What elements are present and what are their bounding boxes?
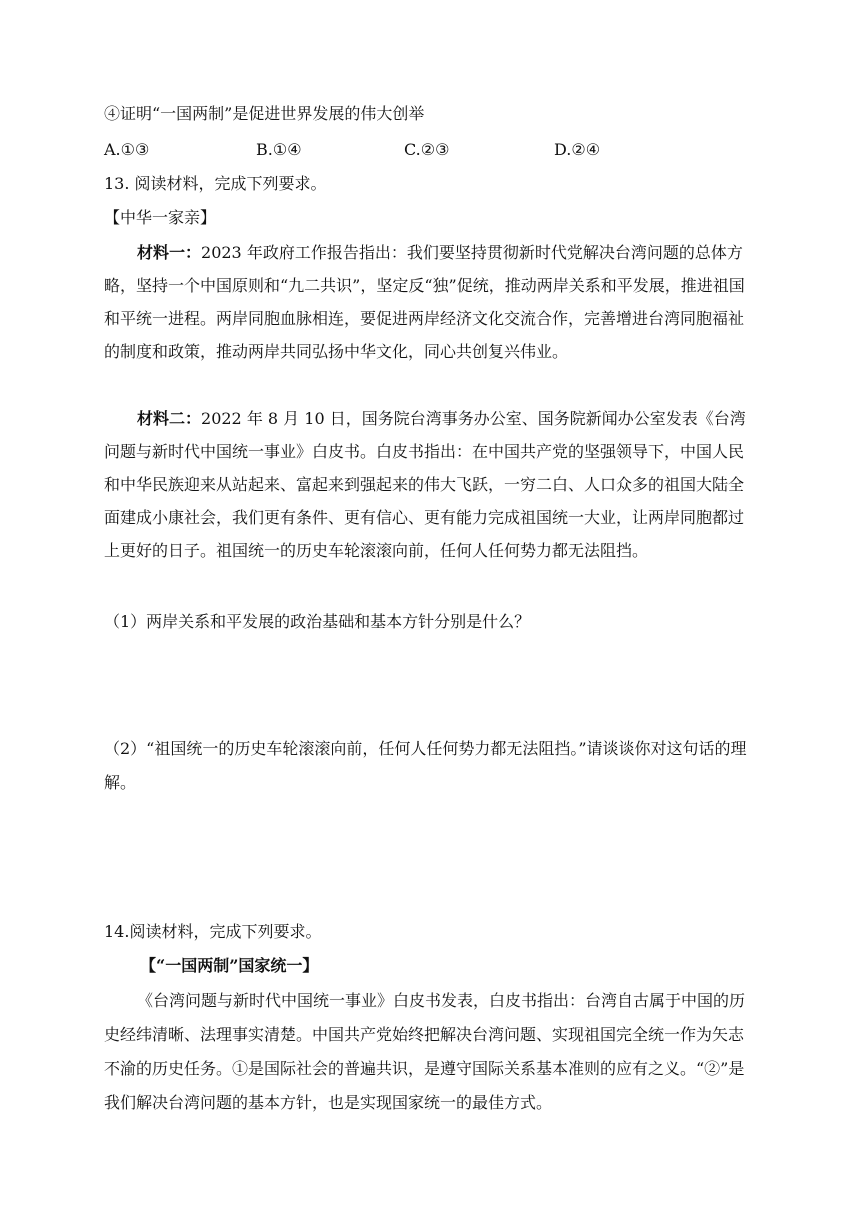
sub-question-1: （1）两岸关系和平发展的政治基础和基本方针分别是什么？ <box>104 612 531 631</box>
statement-4: ④证明“一国两制”是促进世界发展的伟大创举 <box>104 104 425 123</box>
material-one-label: 材料一： <box>137 243 202 262</box>
option-a[interactable]: A.①③ <box>104 140 150 159</box>
material-two-text: 2022 年 8 月 10 日，国务院台湾事务办公室、国务院新闻办公室发表《台湾问题与新时代中国统一事业》白皮书。白皮书指出：在中国共产党的坚强领导下，中国人民和中华民族迎来从站起来、富起来到强起来的伟大飞跃，一穷二白、人口众多的祖国大陆全面建成小康社会，我们更有条件、更有信心、更有能力完成祖国统一大业，让两岸同胞都过上更好的日子。祖国统一的历史车轮滚滚向前，任何人任何势力都无法阻挡。 <box>104 409 746 560</box>
question-13-title: 13. 阅读材料，完成下列要求。 <box>104 174 327 193</box>
section-heading-13: 【中华一家亲】 <box>104 208 217 227</box>
sub-question-2: （2）“祖国统一的历史车轮滚滚向前，任何人任何势力都无法阻挡。”请谈谈你对这句话的理解。 <box>104 739 747 792</box>
material-one-text: 2023 年政府工作报告指出：我们要坚持贯彻新时代党解决台湾问题的总体方略，坚持一个中国原则和“九二共识”，坚定反“独”促统，推动两岸关系和平发展，推进祖国和平统一进程。两岸同胞血脉相连，要促进两岸经济文化交流合作，完善增进台湾同胞福祉的制度和政策，推动两岸共同弘扬中华文化，同心共创复兴伟业。 <box>104 243 745 361</box>
material-two <box>104 402 750 567</box>
material-two-label: 材料二： <box>137 409 202 428</box>
option-d[interactable]: D.②④ <box>554 140 601 159</box>
option-c[interactable]: C.②③ <box>404 140 450 159</box>
option-b[interactable]: B.①④ <box>256 140 302 159</box>
question-14-title: 14.阅读材料，完成下列要求。 <box>104 922 322 941</box>
material-one <box>104 236 750 368</box>
material-14-text: 《台湾问题与新时代中国统一事业》白皮书发表，白皮书指出：台湾自古属于中国的历史经纬清晰、法理事实清楚。中国共产党始终把解决台湾问题、实现祖国完全统一作为矢志不渝的历史任务。①是国际社会的普遍共识，是遵守国际关系基本准则的应有之义。“②”是我们解决台湾问题的基本方针，也是实现国家统一的最佳方式。 <box>104 991 746 1112</box>
section-heading-14: 【“一国两制”国家统一】 <box>140 956 319 975</box>
